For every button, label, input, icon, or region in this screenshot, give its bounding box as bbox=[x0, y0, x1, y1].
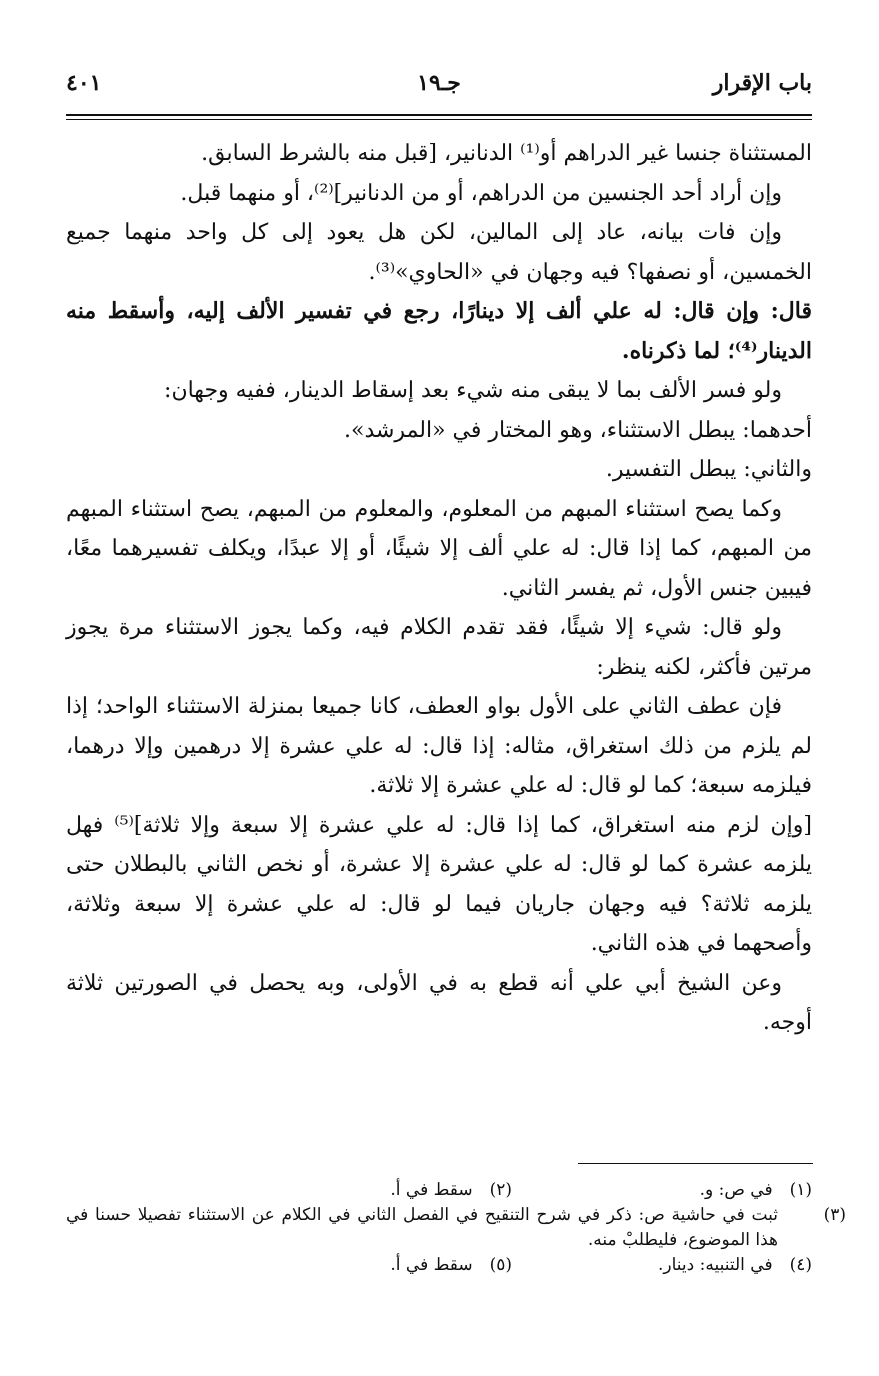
footnote-number: (٤) bbox=[789, 1255, 812, 1275]
footnote-2 bbox=[212, 1178, 512, 1203]
paragraph: والثاني: يبطل التفسير. bbox=[605, 457, 812, 482]
chapter-title: باب الإقرار bbox=[712, 70, 812, 96]
paragraph: وإن فات بيانه، عاد إلى المالين، لكن هل يعود إلى كل واحد منهما جميع الخمسين، أو نصفها؟ فيه وجهان في «الحاوي»⁽³⁾. bbox=[66, 220, 812, 285]
paragraph: ولو فسر الألف بما لا يبقى منه شيء بعد إسقاط الدينار، ففيه وجهان: bbox=[164, 378, 782, 403]
paragraph: [وإن لزم منه استغراق، كما إذا قال: له علي عشرة إلا سبعة وإلا ثلاثة]⁽⁵⁾ فهل يلزمه عشرة كما لو قال: له علي عشرة إلا عشرة، أو نخص الثاني بالبطلان حتى يلزمه ثلاثة؟ فيه وجهان جاريان فيما لو قال: له علي عشرة إلا سبعة وثلاثة، وأصحهما في هذه الثاني. bbox=[66, 812, 812, 956]
volume-number: جـ١٩ bbox=[417, 70, 461, 96]
matn-paragraph: قال: وإن قال: له علي ألف إلا دينارًا، رجع في تفسير الألف إليه، وأسقط منه الدينار⁽⁴⁾؛ لما ذكرناه. bbox=[66, 298, 812, 364]
footnote-number: (٥) bbox=[489, 1255, 512, 1275]
footnote-1 bbox=[512, 1178, 812, 1203]
footnote-text: سقط في أ. bbox=[390, 1180, 473, 1200]
paragraph: وإن أراد أحد الجنسين من الدراهم، أو من الدنانير]⁽²⁾، أو منهما قبل. bbox=[180, 180, 782, 206]
paragraph: وعن الشيخ أبي علي أنه قطع به في الأولى، وبه يحصل في الصورتين ثلاثة أوجه. bbox=[66, 970, 812, 1035]
paragraph: المستثناة جنسا غير الدراهم أو⁽¹⁾ الدنانير، [قبل منه بالشرط السابق. bbox=[201, 141, 812, 166]
footnote-number: (٣) bbox=[823, 1205, 846, 1225]
header-divider bbox=[66, 114, 812, 120]
running-header bbox=[66, 70, 812, 102]
footnote-4 bbox=[512, 1253, 812, 1278]
footnote-text: سقط في أ. bbox=[390, 1255, 473, 1275]
footnote-text: في ص: و. bbox=[699, 1180, 773, 1200]
paragraph: ولو قال: شيء إلا شيئًا، فقد تقدم الكلام فيه، وكما يجوز الاستثناء مرة يجوز مرتين فأكثر، لكنه ينظر: bbox=[66, 615, 812, 680]
main-text bbox=[66, 134, 812, 1043]
footnote-row bbox=[66, 1253, 812, 1278]
footnote-3 bbox=[66, 1203, 846, 1253]
footnote-row bbox=[66, 1178, 812, 1203]
footnote-number: (١) bbox=[789, 1180, 812, 1200]
paragraph: وكما يصح استثناء المبهم من المعلوم، والمعلوم من المبهم، يصح استثناء المبهم من المبهم، كما إذا قال: له علي ألف إلا شيئًا، أو إلا عبدًا، ويكلف تفسيرهما معًا، فيبين جنس الأول، ثم يفسر الثاني. bbox=[66, 496, 812, 601]
page-number: ٤٠١ bbox=[66, 70, 102, 96]
footnote-number: (٢) bbox=[489, 1180, 512, 1200]
paragraph: أحدهما: يبطل الاستثناء، وهو المختار في «المرشد». bbox=[344, 417, 812, 443]
footnotes bbox=[66, 1178, 846, 1278]
paragraph: فإن عطف الثاني على الأول بواو العطف، كانا جميعا بمنزلة الاستثناء الواحد؛ إذا لم يلزم من ذلك استغراق، مثاله: إذا قال: له علي عشرة إلا درهمين وإلا درهما، فيلزمه سبعة؛ كما لو قال: له علي عشرة إلا ثلاثة. bbox=[66, 694, 812, 798]
footnote-5 bbox=[212, 1253, 512, 1278]
footnote-text: في التنبيه: دينار. bbox=[658, 1255, 773, 1275]
footnote-text: ثبت في حاشية ص: ذكر في شرح التنقيح في الفصل الثاني في الكلام عن الاستثناء تفصيلا حسنا في هذا الموضوع، فليطلبْ منه. bbox=[66, 1205, 778, 1250]
footnote-divider bbox=[578, 1163, 813, 1164]
